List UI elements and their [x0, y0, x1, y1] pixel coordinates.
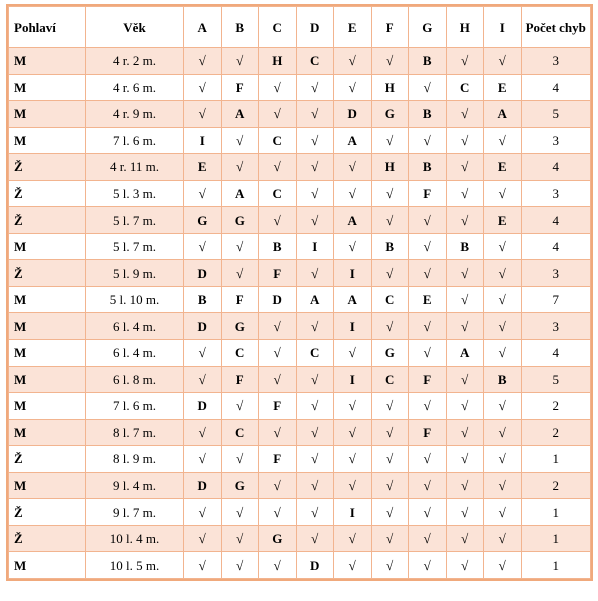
error-count-cell: 1: [521, 446, 591, 473]
answer-cell: C: [296, 340, 334, 367]
age-cell: 10 l. 4 m.: [86, 525, 184, 552]
answer-cell: √: [296, 260, 334, 287]
answer-cell: √: [334, 525, 372, 552]
answer-cell: √: [221, 525, 259, 552]
answer-cell: √: [334, 446, 372, 473]
answer-cell: √: [296, 366, 334, 393]
answer-cell: √: [296, 393, 334, 420]
answer-cell: A: [446, 340, 484, 367]
answer-cell: √: [484, 525, 522, 552]
answer-cell: √: [484, 260, 522, 287]
answer-cell: C: [221, 419, 259, 446]
answer-cell: F: [409, 419, 447, 446]
gender-cell: M: [9, 127, 86, 154]
gender-cell: M: [9, 74, 86, 101]
gender-cell: Ž: [9, 154, 86, 181]
answer-cell: √: [259, 552, 297, 579]
answer-cell: √: [259, 499, 297, 526]
gender-cell: Ž: [9, 260, 86, 287]
answer-cell: √: [221, 127, 259, 154]
error-count-cell: 7: [521, 286, 591, 313]
gender-cell: M: [9, 472, 86, 499]
answer-cell: √: [371, 180, 409, 207]
answer-cell: √: [371, 127, 409, 154]
answer-cell: B: [371, 233, 409, 260]
header-column-a: A: [184, 7, 222, 48]
error-count-cell: 2: [521, 419, 591, 446]
answer-cell: √: [484, 419, 522, 446]
table-row: [9, 552, 591, 579]
answer-cell: √: [221, 552, 259, 579]
answer-cell: √: [334, 48, 372, 75]
answer-cell: √: [484, 127, 522, 154]
answer-cell: √: [484, 472, 522, 499]
answer-cell: F: [409, 366, 447, 393]
table-row: [9, 233, 591, 260]
header-column-c: C: [259, 7, 297, 48]
answer-cell: √: [371, 499, 409, 526]
answer-cell: √: [259, 366, 297, 393]
answer-cell: √: [446, 207, 484, 234]
answer-cell: B: [409, 48, 447, 75]
table-header: [9, 7, 591, 48]
answer-cell: √: [334, 552, 372, 579]
answer-cell: B: [409, 101, 447, 128]
error-count-cell: 3: [521, 260, 591, 287]
answer-cell: √: [484, 446, 522, 473]
error-count-cell: 3: [521, 127, 591, 154]
gender-cell: M: [9, 101, 86, 128]
answer-cell: √: [371, 419, 409, 446]
answer-cell: D: [296, 552, 334, 579]
answer-cell: √: [221, 393, 259, 420]
age-cell: 8 l. 9 m.: [86, 446, 184, 473]
answer-cell: I: [334, 499, 372, 526]
answer-cell: √: [296, 74, 334, 101]
header-column-b: B: [221, 7, 259, 48]
answer-cell: √: [484, 499, 522, 526]
answer-cell: √: [334, 472, 372, 499]
answer-cell: √: [259, 419, 297, 446]
header-error-count: Počet chyb: [521, 7, 591, 48]
answer-cell: √: [296, 313, 334, 340]
age-cell: 6 l. 4 m.: [86, 313, 184, 340]
answer-cell: √: [371, 472, 409, 499]
answer-cell: I: [334, 366, 372, 393]
answer-cell: √: [259, 101, 297, 128]
answer-cell: √: [259, 472, 297, 499]
answer-cell: √: [184, 180, 222, 207]
answer-cell: √: [259, 154, 297, 181]
answer-cell: A: [334, 127, 372, 154]
header-gender: Pohlaví: [9, 7, 86, 48]
answer-cell: E: [484, 74, 522, 101]
age-cell: 6 l. 4 m.: [86, 340, 184, 367]
gender-cell: Ž: [9, 499, 86, 526]
error-count-cell: 3: [521, 180, 591, 207]
age-cell: 9 l. 7 m.: [86, 499, 184, 526]
answer-cell: I: [296, 233, 334, 260]
answer-cell: G: [259, 525, 297, 552]
answer-cell: E: [409, 286, 447, 313]
answer-cell: √: [296, 127, 334, 154]
answer-cell: E: [484, 207, 522, 234]
answer-cell: I: [334, 313, 372, 340]
answer-cell: H: [371, 74, 409, 101]
answer-cell: E: [484, 154, 522, 181]
gender-cell: M: [9, 419, 86, 446]
age-cell: 4 r. 2 m.: [86, 48, 184, 75]
answer-cell: √: [446, 446, 484, 473]
answer-cell: √: [221, 154, 259, 181]
answer-cell: √: [371, 446, 409, 473]
answer-cell: √: [184, 419, 222, 446]
answer-cell: √: [484, 48, 522, 75]
error-count-cell: 1: [521, 552, 591, 579]
table-row: [9, 340, 591, 367]
answer-cell: √: [409, 313, 447, 340]
error-count-cell: 3: [521, 48, 591, 75]
table-row: [9, 154, 591, 181]
answer-cell: √: [334, 340, 372, 367]
answer-cell: √: [409, 393, 447, 420]
answer-cell: D: [184, 313, 222, 340]
answer-cell: √: [296, 446, 334, 473]
header-column-e: E: [334, 7, 372, 48]
answer-cell: F: [221, 286, 259, 313]
answer-cell: √: [409, 499, 447, 526]
gender-cell: Ž: [9, 180, 86, 207]
answer-cell: √: [484, 286, 522, 313]
answer-cell: √: [409, 446, 447, 473]
answer-cell: F: [259, 260, 297, 287]
gender-cell: Ž: [9, 525, 86, 552]
answer-cell: A: [334, 207, 372, 234]
answer-cell: I: [184, 127, 222, 154]
table-row: [9, 180, 591, 207]
answer-cell: √: [371, 260, 409, 287]
answer-cell: A: [221, 101, 259, 128]
answer-cell: I: [334, 260, 372, 287]
table-row: [9, 48, 591, 75]
answer-cell: G: [184, 207, 222, 234]
gender-cell: M: [9, 48, 86, 75]
answer-cell: √: [409, 127, 447, 154]
error-count-cell: 5: [521, 101, 591, 128]
table-row: [9, 393, 591, 420]
answer-cell: D: [184, 393, 222, 420]
age-cell: 6 l. 8 m.: [86, 366, 184, 393]
header-column-d: D: [296, 7, 334, 48]
age-cell: 7 l. 6 m.: [86, 393, 184, 420]
error-count-cell: 5: [521, 366, 591, 393]
gender-cell: Ž: [9, 446, 86, 473]
answer-cell: √: [446, 286, 484, 313]
answer-cell: √: [334, 233, 372, 260]
header-row: [9, 7, 591, 48]
answer-cell: B: [446, 233, 484, 260]
error-count-cell: 2: [521, 393, 591, 420]
answer-cell: √: [184, 366, 222, 393]
answer-cell: √: [184, 525, 222, 552]
answer-cell: √: [484, 340, 522, 367]
answer-cell: √: [334, 419, 372, 446]
gender-cell: Ž: [9, 207, 86, 234]
table-container: [8, 6, 591, 579]
age-cell: 5 l. 9 m.: [86, 260, 184, 287]
answer-cell: C: [259, 127, 297, 154]
answer-cell: √: [446, 472, 484, 499]
table-row: [9, 419, 591, 446]
table-row: [9, 74, 591, 101]
age-cell: 5 l. 10 m.: [86, 286, 184, 313]
answer-cell: √: [221, 233, 259, 260]
header-column-i: I: [484, 7, 522, 48]
error-count-cell: 2: [521, 472, 591, 499]
answer-cell: √: [184, 101, 222, 128]
table-row: [9, 525, 591, 552]
answer-cell: F: [409, 180, 447, 207]
answer-cell: C: [296, 48, 334, 75]
answer-cell: √: [484, 552, 522, 579]
answer-cell: √: [296, 154, 334, 181]
header-column-g: G: [409, 7, 447, 48]
answer-cell: √: [446, 393, 484, 420]
error-table: [8, 6, 591, 579]
answer-cell: √: [446, 260, 484, 287]
header-column-f: F: [371, 7, 409, 48]
answer-cell: G: [371, 340, 409, 367]
age-cell: 9 l. 4 m.: [86, 472, 184, 499]
answer-cell: √: [184, 340, 222, 367]
error-count-cell: 4: [521, 233, 591, 260]
answer-cell: √: [409, 472, 447, 499]
answer-cell: √: [184, 233, 222, 260]
answer-cell: √: [371, 525, 409, 552]
answer-cell: √: [446, 101, 484, 128]
answer-cell: √: [446, 180, 484, 207]
answer-cell: √: [296, 101, 334, 128]
answer-cell: √: [259, 340, 297, 367]
answer-cell: √: [371, 48, 409, 75]
answer-cell: √: [409, 552, 447, 579]
answer-cell: E: [184, 154, 222, 181]
table-row: [9, 127, 591, 154]
error-count-cell: 1: [521, 525, 591, 552]
answer-cell: √: [446, 499, 484, 526]
answer-cell: C: [446, 74, 484, 101]
answer-cell: √: [446, 552, 484, 579]
answer-cell: √: [296, 525, 334, 552]
error-count-cell: 3: [521, 313, 591, 340]
answer-cell: F: [259, 446, 297, 473]
answer-cell: √: [484, 313, 522, 340]
answer-cell: √: [221, 446, 259, 473]
answer-cell: √: [371, 393, 409, 420]
table-row: [9, 366, 591, 393]
table-row: [9, 260, 591, 287]
answer-cell: H: [371, 154, 409, 181]
answer-cell: G: [221, 313, 259, 340]
answer-cell: √: [184, 552, 222, 579]
answer-cell: √: [409, 207, 447, 234]
answer-cell: √: [221, 499, 259, 526]
answer-cell: √: [296, 499, 334, 526]
age-cell: 8 l. 7 m.: [86, 419, 184, 446]
error-count-cell: 1: [521, 499, 591, 526]
answer-cell: √: [371, 313, 409, 340]
answer-cell: √: [184, 48, 222, 75]
answer-cell: √: [446, 419, 484, 446]
answer-cell: √: [296, 207, 334, 234]
answer-cell: √: [334, 180, 372, 207]
answer-cell: √: [446, 313, 484, 340]
answer-cell: √: [446, 127, 484, 154]
answer-cell: F: [259, 393, 297, 420]
header-column-h: H: [446, 7, 484, 48]
header-age: Věk: [86, 7, 184, 48]
answer-cell: A: [221, 180, 259, 207]
table-row: [9, 101, 591, 128]
answer-cell: B: [259, 233, 297, 260]
gender-cell: M: [9, 366, 86, 393]
error-count-cell: 4: [521, 340, 591, 367]
answer-cell: √: [409, 260, 447, 287]
answer-cell: B: [484, 366, 522, 393]
answer-cell: A: [296, 286, 334, 313]
age-cell: 5 l. 3 m.: [86, 180, 184, 207]
answer-cell: √: [334, 74, 372, 101]
answer-cell: C: [221, 340, 259, 367]
answer-cell: B: [409, 154, 447, 181]
answer-cell: √: [484, 393, 522, 420]
answer-cell: √: [334, 154, 372, 181]
answer-cell: A: [334, 286, 372, 313]
answer-cell: √: [259, 74, 297, 101]
answer-cell: √: [259, 207, 297, 234]
age-cell: 5 l. 7 m.: [86, 207, 184, 234]
table-row: [9, 499, 591, 526]
answer-cell: C: [259, 180, 297, 207]
gender-cell: M: [9, 552, 86, 579]
error-count-cell: 4: [521, 154, 591, 181]
error-count-cell: 4: [521, 207, 591, 234]
answer-cell: √: [259, 313, 297, 340]
age-cell: 4 r. 9 m.: [86, 101, 184, 128]
answer-cell: D: [259, 286, 297, 313]
gender-cell: M: [9, 313, 86, 340]
answer-cell: √: [371, 207, 409, 234]
answer-cell: √: [446, 154, 484, 181]
answer-cell: H: [259, 48, 297, 75]
table-row: [9, 286, 591, 313]
answer-cell: √: [409, 525, 447, 552]
answer-cell: F: [221, 74, 259, 101]
gender-cell: M: [9, 233, 86, 260]
table-body: [9, 48, 591, 579]
table-row: [9, 313, 591, 340]
answer-cell: G: [221, 207, 259, 234]
answer-cell: G: [371, 101, 409, 128]
answer-cell: √: [409, 233, 447, 260]
answer-cell: √: [221, 48, 259, 75]
answer-cell: √: [296, 419, 334, 446]
answer-cell: F: [221, 366, 259, 393]
answer-cell: √: [484, 233, 522, 260]
gender-cell: M: [9, 286, 86, 313]
answer-cell: √: [184, 446, 222, 473]
answer-cell: C: [371, 286, 409, 313]
answer-cell: A: [484, 101, 522, 128]
answer-cell: B: [184, 286, 222, 313]
age-cell: 7 l. 6 m.: [86, 127, 184, 154]
table-row: [9, 472, 591, 499]
answer-cell: C: [371, 366, 409, 393]
answer-cell: G: [221, 472, 259, 499]
gender-cell: M: [9, 340, 86, 367]
answer-cell: √: [184, 499, 222, 526]
age-cell: 4 r. 11 m.: [86, 154, 184, 181]
answer-cell: √: [184, 74, 222, 101]
answer-cell: √: [446, 525, 484, 552]
answer-cell: √: [446, 366, 484, 393]
table-row: [9, 207, 591, 234]
answer-cell: √: [334, 393, 372, 420]
answer-cell: D: [184, 472, 222, 499]
gender-cell: M: [9, 393, 86, 420]
error-count-cell: 4: [521, 74, 591, 101]
age-cell: 4 r. 6 m.: [86, 74, 184, 101]
answer-cell: D: [334, 101, 372, 128]
answer-cell: √: [409, 340, 447, 367]
table-row: [9, 446, 591, 473]
answer-cell: √: [446, 48, 484, 75]
answer-cell: D: [184, 260, 222, 287]
answer-cell: √: [409, 74, 447, 101]
age-cell: 5 l. 7 m.: [86, 233, 184, 260]
answer-cell: √: [296, 472, 334, 499]
age-cell: 10 l. 5 m.: [86, 552, 184, 579]
answer-cell: √: [371, 552, 409, 579]
answer-cell: √: [296, 180, 334, 207]
answer-cell: √: [484, 180, 522, 207]
answer-cell: √: [221, 260, 259, 287]
